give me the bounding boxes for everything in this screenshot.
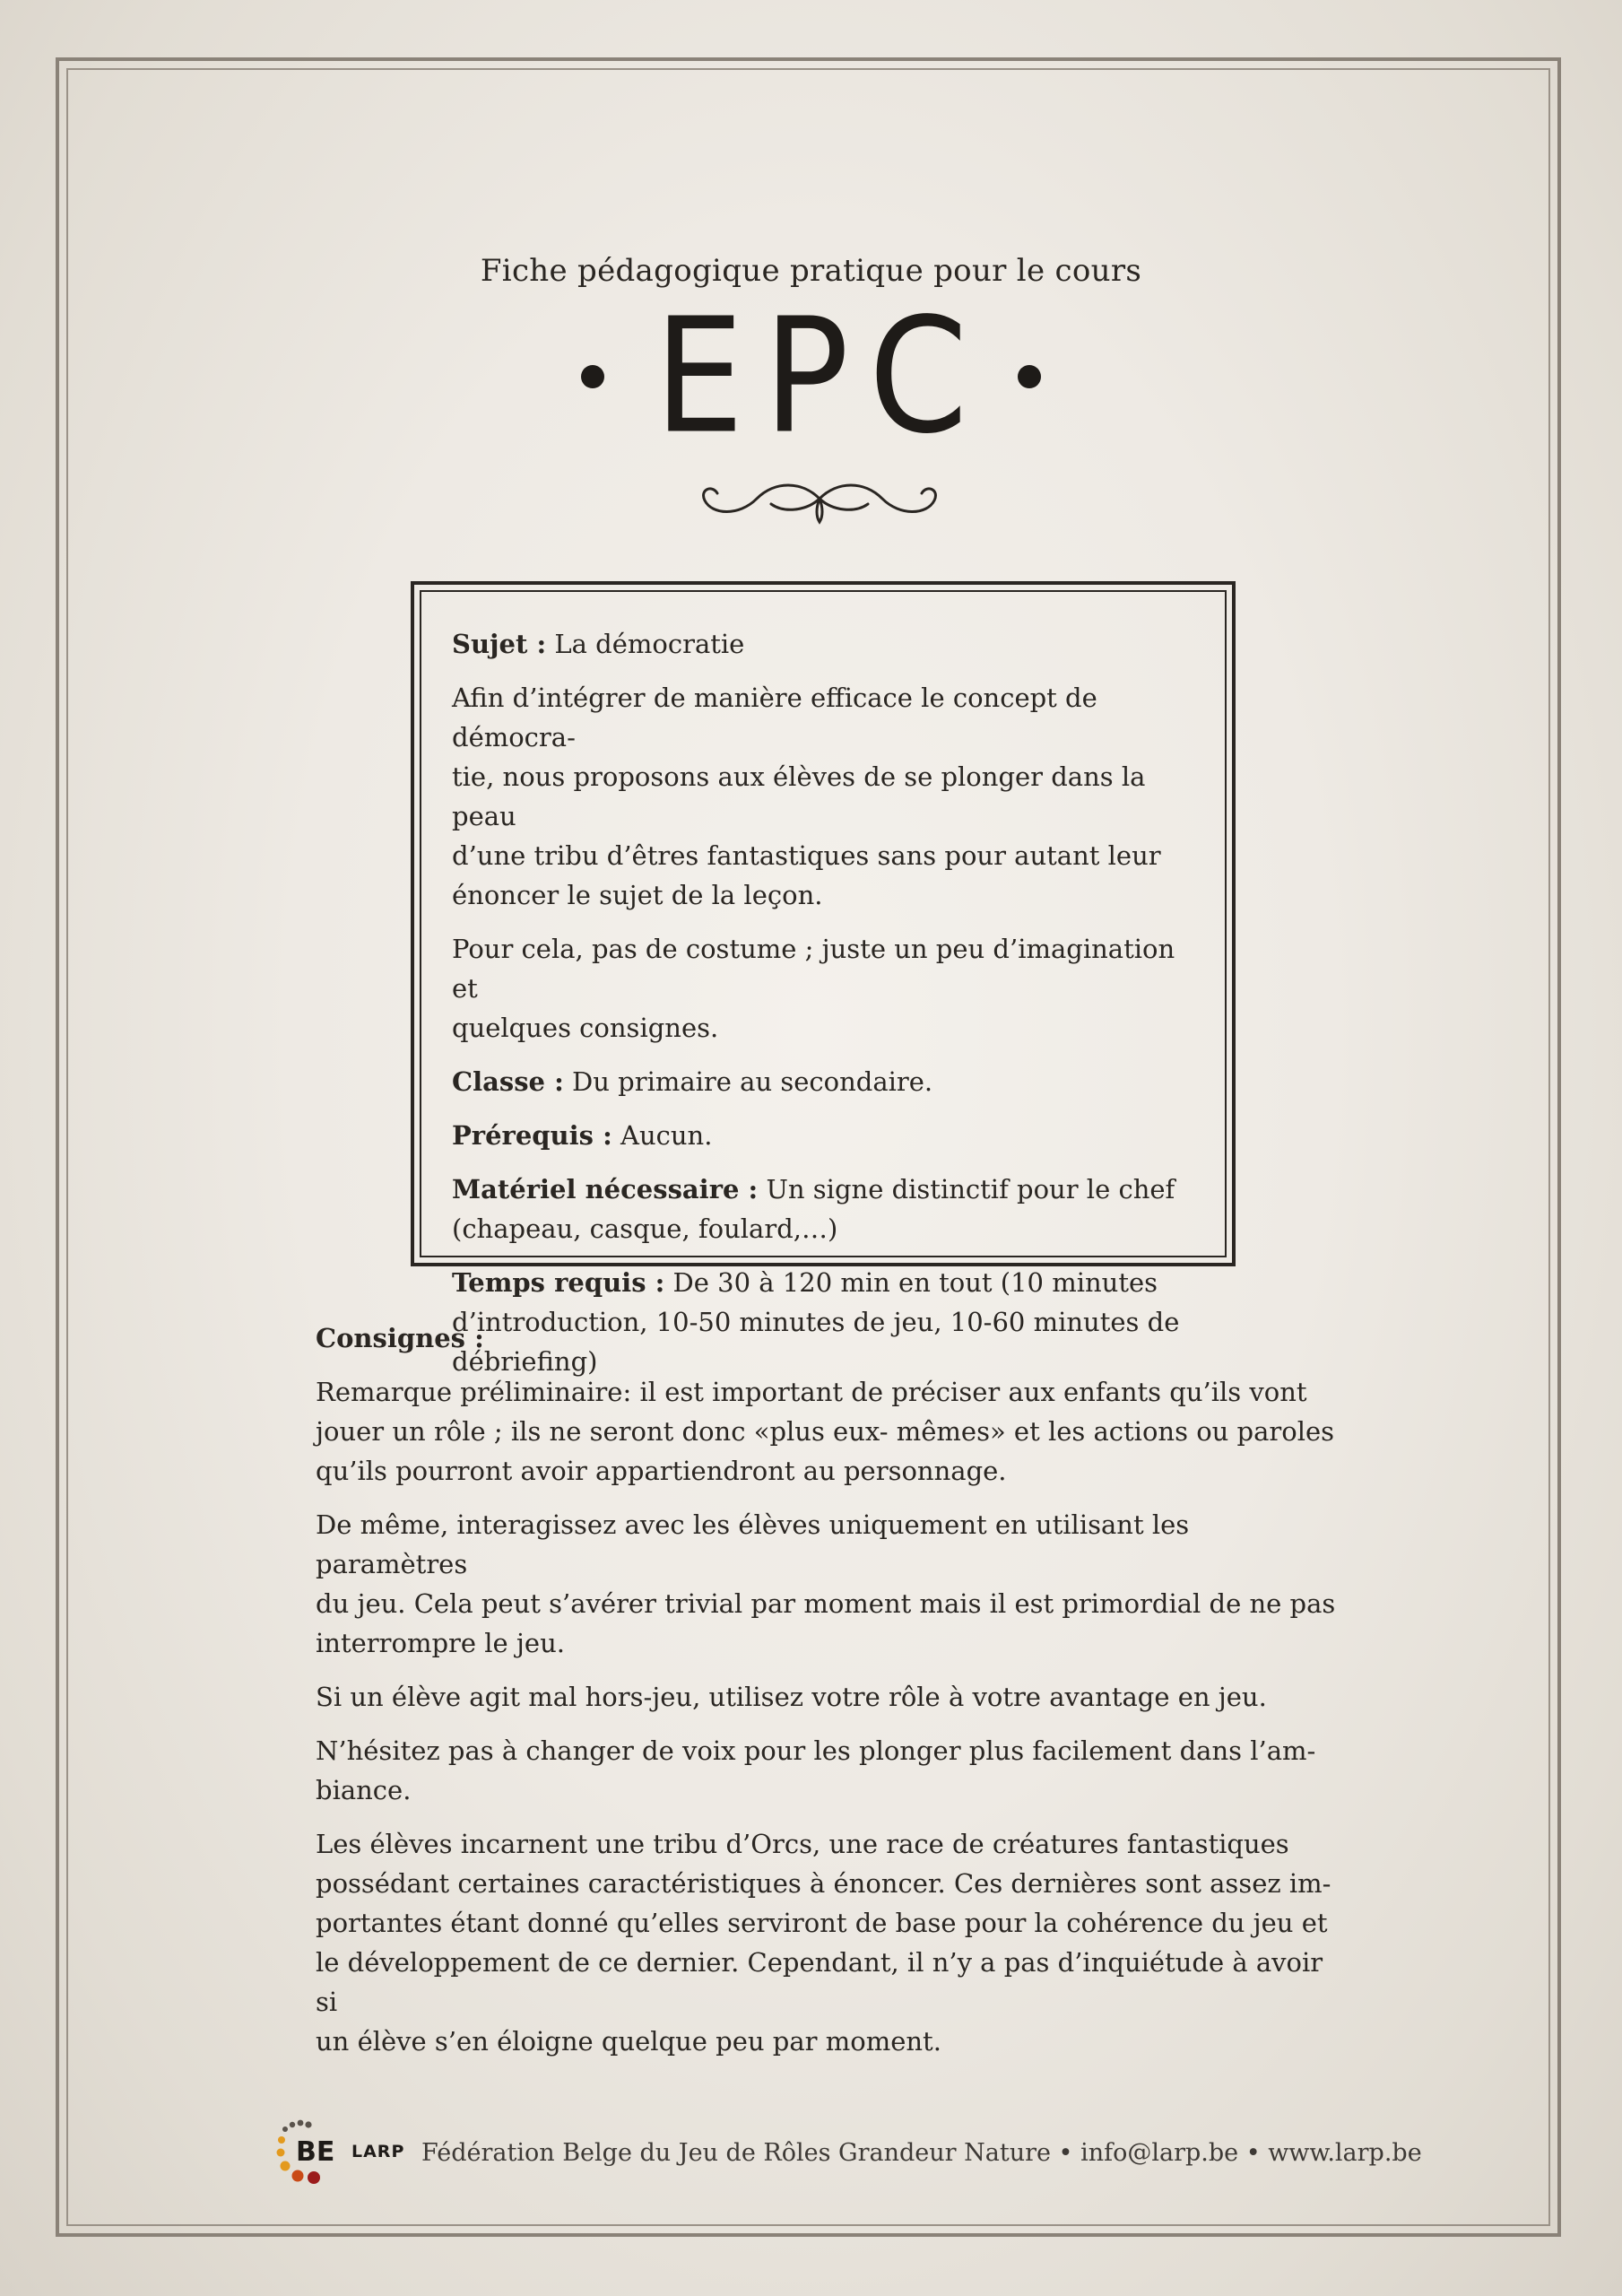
instructions-paragraph-2 (316, 1505, 1338, 1663)
instructions-paragraph-3 (316, 1677, 1338, 1717)
lesson-info-box (411, 581, 1236, 1377)
material-line-2: (chapeau, casque, foulard,…) (452, 1213, 838, 1244)
paragraph-line: Les élèves incarnent une tribu d’Orcs, une race de créatures fantastiques (316, 1829, 1289, 1859)
instructions-paragraph-1 (316, 1372, 1338, 1491)
subject-line (452, 624, 1194, 664)
prereq-value: Aucun. (620, 1120, 713, 1151)
intro-line: Afin d’intégrer de manière efficace le concept de démocra- (452, 683, 1097, 752)
paragraph-line: un élève s’en éloigne quelque peu par moment. (316, 2026, 941, 2057)
intro-line: énoncer le sujet de la leçon. (452, 880, 823, 910)
prereq-line (452, 1116, 1194, 1155)
instructions-heading: Consignes : (316, 1323, 484, 1353)
page-kicker: Fiche pédagogique pratique pour le cours (480, 253, 1142, 289)
paragraph-line: du jeu. Cela peut s’avérer trivial par moment mais il est primordial de ne pas (316, 1588, 1336, 1619)
paragraph-line: interrompre le jeu. (316, 1628, 565, 1658)
material-paragraph (452, 1170, 1194, 1248)
instructions-paragraph-4 (316, 1731, 1338, 1810)
paragraph-line: possédant certaines caractéristiques à énoncer. Ces dernières sont assez im- (316, 1868, 1331, 1899)
subject-label: Sujet : (452, 629, 547, 659)
paragraph-line: De même, interagissez avec les élèves uniquement en utilisant les paramètres (316, 1509, 1190, 1579)
paragraph-line: portantes étant donné qu’elles serviront de base pour la cohérence du jeu et (316, 1908, 1328, 1938)
footer (269, 2117, 1422, 2188)
time-value: De 30 à 120 min en tout (10 minutes (672, 1267, 1158, 1298)
class-line (452, 1062, 1194, 1101)
time-line-3: débriefing) (452, 1346, 598, 1377)
class-value: Du primaire au secondaire. (572, 1066, 933, 1097)
paragraph-line: le développement de ce dernier. Cependant, il n’y a pas d’inquiétude à avoir si (316, 1947, 1323, 2017)
costume-line: quelques consignes. (452, 1013, 719, 1043)
page-title: EPC (654, 283, 988, 470)
material-value: Un signe distinctif pour le chef (766, 1174, 1175, 1205)
paragraph-line: biance. (316, 1775, 412, 1805)
time-line-2: d’introduction, 10-50 minutes de jeu, 10-60 minutes de (452, 1307, 1180, 1337)
paragraph-line: qu’ils pourront avoir appartiendront au personnage. (316, 1456, 1007, 1486)
costume-line: Pour cela, pas de costume ; juste un peu d’imagination et (452, 934, 1175, 1004)
intro-line: d’une tribu d’êtres fantastiques sans pour autant leur (452, 840, 1161, 871)
costume-paragraph (452, 929, 1194, 1048)
intro-line: tie, nous proposons aux élèves de se plonger dans la peau (452, 761, 1146, 831)
title-bullet-left (581, 365, 604, 388)
material-label: Matériel nécessaire : (452, 1174, 759, 1205)
paragraph-line: jouer un rôle ; ils ne seront donc «plus eux- mêmes» et les actions ou paroles (316, 1416, 1335, 1447)
prereq-label: Prérequis : (452, 1120, 612, 1151)
lesson-info-box-inner (420, 590, 1227, 1377)
instructions-section (316, 1318, 1338, 2061)
intro-paragraph (452, 678, 1194, 915)
footer-contact: Fédération Belge du Jeu de Rôles Grandeur Nature • info@larp.be • www.larp.be (421, 2138, 1422, 2167)
class-label: Classe : (452, 1066, 564, 1097)
time-label: Temps requis : (452, 1267, 665, 1298)
belarp-logo (269, 2117, 403, 2188)
paragraph-line: N’hésitez pas à changer de voix pour les plonger plus facilement dans l’am- (316, 1735, 1316, 1766)
subject-value: La démocratie (554, 629, 745, 659)
paragraph-line: Remarque préliminaire: il est important de préciser aux enfants qu’ils vont (316, 1377, 1307, 1407)
title-bullet-right (1018, 365, 1041, 388)
paragraph-line: Si un élève agit mal hors-jeu, utilisez votre rôle à votre avantage en jeu. (316, 1682, 1267, 1712)
logo-be-text: BE (296, 2136, 335, 2168)
title-row (0, 283, 1622, 470)
instructions-paragraph-5 (316, 1824, 1338, 2061)
logo-larp-text: LARP (351, 2142, 405, 2161)
flourish-ornament (685, 472, 954, 526)
